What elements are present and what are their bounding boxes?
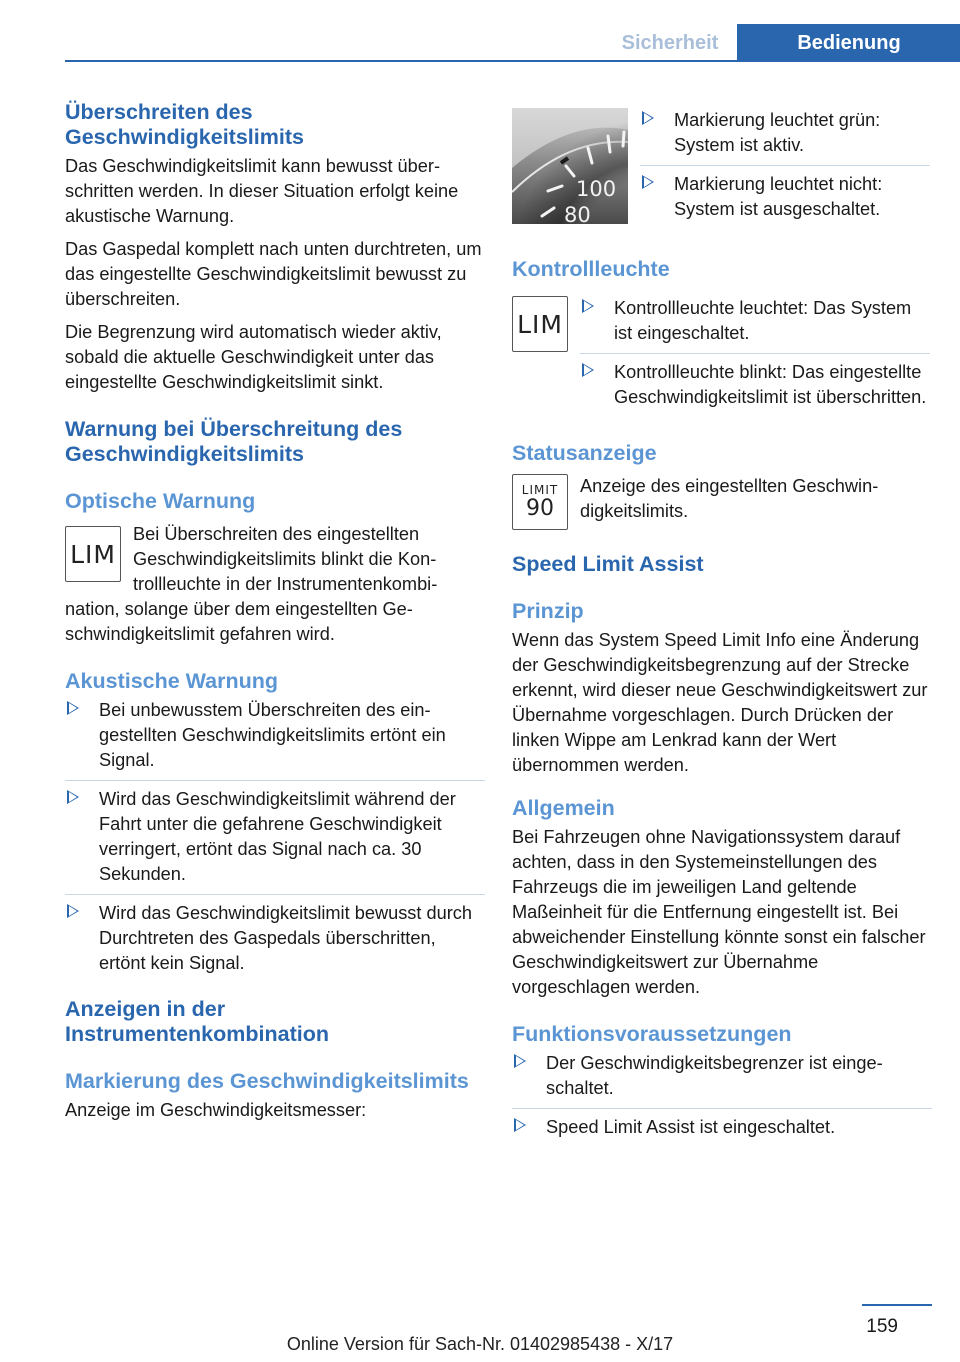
speedo-label-80: 80 xyxy=(564,203,591,224)
heading-anzeigen: Anzeigen in der Instrumentenkombination xyxy=(65,997,329,1046)
heading-speed-limit-assist: Speed Limit Assist xyxy=(512,552,704,576)
lim-icon-label: LIM xyxy=(70,539,116,569)
limit-icon-top: LIMIT xyxy=(521,482,559,497)
heading-optische-warnung: Optische Warnung xyxy=(65,489,256,513)
heading-markierung: Markierung des Geschwindigkeitslimits xyxy=(65,1069,469,1093)
kontrollleuchte-block xyxy=(512,296,932,423)
lim-icon-label: LIM xyxy=(517,309,563,339)
triangle-bullet-icon xyxy=(642,111,654,125)
list-item xyxy=(640,108,930,166)
list-item xyxy=(640,172,930,229)
heading-prinzip: Prinzip xyxy=(512,599,584,623)
speedometer-block xyxy=(512,108,932,235)
akustische-warnung-list xyxy=(65,698,485,983)
heading-warnung: Warnung bei Überschreitung des Geschwindigkeitslimits xyxy=(65,417,403,466)
triangle-bullet-icon xyxy=(582,363,594,377)
speedo-label-100: 100 xyxy=(576,177,617,201)
footer-divider xyxy=(862,1304,932,1306)
list-item xyxy=(65,787,485,895)
list-item xyxy=(65,901,485,983)
list-item xyxy=(65,698,485,781)
left-column xyxy=(65,100,485,1123)
triangle-bullet-icon xyxy=(514,1118,526,1132)
heading-statusanzeige: Statusanzeige xyxy=(512,441,657,465)
list-item xyxy=(512,1051,932,1109)
optische-warnung-block xyxy=(65,522,485,647)
heading-akustische-warnung: Akustische Warnung xyxy=(65,669,279,693)
online-version-footer: Online Version für Sach-Nr. 01402985438 - X/17 xyxy=(286,1334,674,1354)
list-item-text: Der Geschwindigkeitsbegrenzer ist eingeschaltet. xyxy=(546,1053,883,1098)
triangle-bullet-icon xyxy=(67,904,79,918)
tab-bedienung[interactable]: Bedienung xyxy=(737,24,960,62)
list-item-text: Speed Limit Assist ist eingeschaltet. xyxy=(546,1117,836,1137)
paragraph-prinzip: Wenn das System Speed Limit Info eine Änderung der Geschwindigkeitsbegrenzung auf der Strecke erkennt, wird dieser neue Geschwindigkeitswert zur Übernahme vorgeschlagen. Durch Drücken der linken Wippe am Lenkrad kann der Wert übernommen werden. xyxy=(512,630,928,775)
tab-sicherheit[interactable]: Sicherheit xyxy=(621,32,719,54)
lim-indicator-icon xyxy=(512,296,568,352)
triangle-bullet-icon xyxy=(67,701,79,715)
triangle-bullet-icon xyxy=(642,175,654,189)
list-item xyxy=(512,1115,932,1147)
heading-ueberschreiten: Überschreiten des Geschwindigkeitslimits xyxy=(65,100,304,149)
triangle-bullet-icon xyxy=(514,1054,526,1068)
list-item-text: Markierung leuchtet nicht: System ist ausgeschaltet. xyxy=(674,174,883,219)
paragraph-markierung: Anzeige im Geschwindigkeitsmesser: xyxy=(65,1100,367,1120)
paragraph-ueberschreiten-2: Das Gaspedal komplett nach unten durchtreten, um das eingestellte Geschwindigkeitslimit bewusst zu überschreiten. xyxy=(65,239,482,309)
paragraph-ueberschreiten-3: Die Begrenzung wird automatisch wieder aktiv, sobald die aktuelle Geschwindigkeit unter das eingestellte Geschwindigkeitslimit sinkt. xyxy=(65,322,442,392)
page-number: 159 xyxy=(866,1316,898,1337)
list-item-text: Wird das Geschwindigkeitslimit bewusst durch Durchtreten des Gaspedals überschritten, ertönt kein Signal. xyxy=(99,903,472,973)
list-item xyxy=(580,296,930,354)
triangle-bullet-icon xyxy=(67,790,79,804)
lim-indicator-icon xyxy=(65,526,121,582)
statusanzeige-block xyxy=(512,474,932,530)
list-item-text: Markierung leuchtet grün: System ist aktiv. xyxy=(674,110,881,155)
funktion-list xyxy=(512,1051,932,1147)
triangle-bullet-icon xyxy=(582,299,594,313)
page-header xyxy=(65,24,960,62)
kontrollleuchte-list xyxy=(580,296,930,423)
list-item xyxy=(580,360,930,417)
paragraph-allgemein: Bei Fahrzeugen ohne Navigationssystem darauf achten, dass in den Systemeinstellungen des Fahrzeugs die im jeweiligen Land geltende Maßeinheit für die Entfernung eingestellt ist. Bei abweichender Einstellung könnte sonst ein falscher Geschwindigkeitswert zur Übernahme vorgeschlagen werden. xyxy=(512,827,926,997)
markierung-list xyxy=(640,108,930,235)
paragraph-statusanzeige: Anzeige des eingestellten Geschwindigkeitslimits. xyxy=(580,476,879,521)
right-column xyxy=(512,108,932,1153)
limit-icon-value: 90 xyxy=(526,495,554,521)
heading-kontrollleuchte: Kontrollleuchte xyxy=(512,257,670,281)
list-item-text: Kontrollleuchte leuchtet: Das System ist eingeschaltet. xyxy=(614,298,912,343)
heading-allgemein: Allgemein xyxy=(512,796,615,820)
list-item-text: Kontrollleuchte blinkt: Das eingestellte Geschwindigkeitslimit ist überschritten. xyxy=(614,362,927,407)
paragraph-optische-warnung: Bei Überschreiten des eingestellten Geschwindigkeitslimits blinkt die Kontrollleuchte in der Instrumentenkombination, solange über dem eingestellten Geschwindigkeitslimit gefahren wird. xyxy=(65,524,438,644)
speedometer-image xyxy=(512,108,628,224)
heading-funktionsvoraussetzungen: Funktionsvoraussetzungen xyxy=(512,1022,792,1046)
limit-90-icon xyxy=(512,474,568,530)
list-item-text: Bei unbewusstem Überschreiten des eingestellten Geschwindigkeitslimits ertönt ein Signal. xyxy=(99,700,446,770)
list-item-text: Wird das Geschwindigkeitslimit während der Fahrt unter die gefahrene Geschwindigkeit verringert, ertönt das Signal nach ca. 30 Sekunden. xyxy=(99,789,456,884)
paragraph-ueberschreiten-1: Das Geschwindigkeitslimit kann bewusst überschritten werden. In dieser Situation erfolgt keine akustische Warnung. xyxy=(65,156,459,226)
